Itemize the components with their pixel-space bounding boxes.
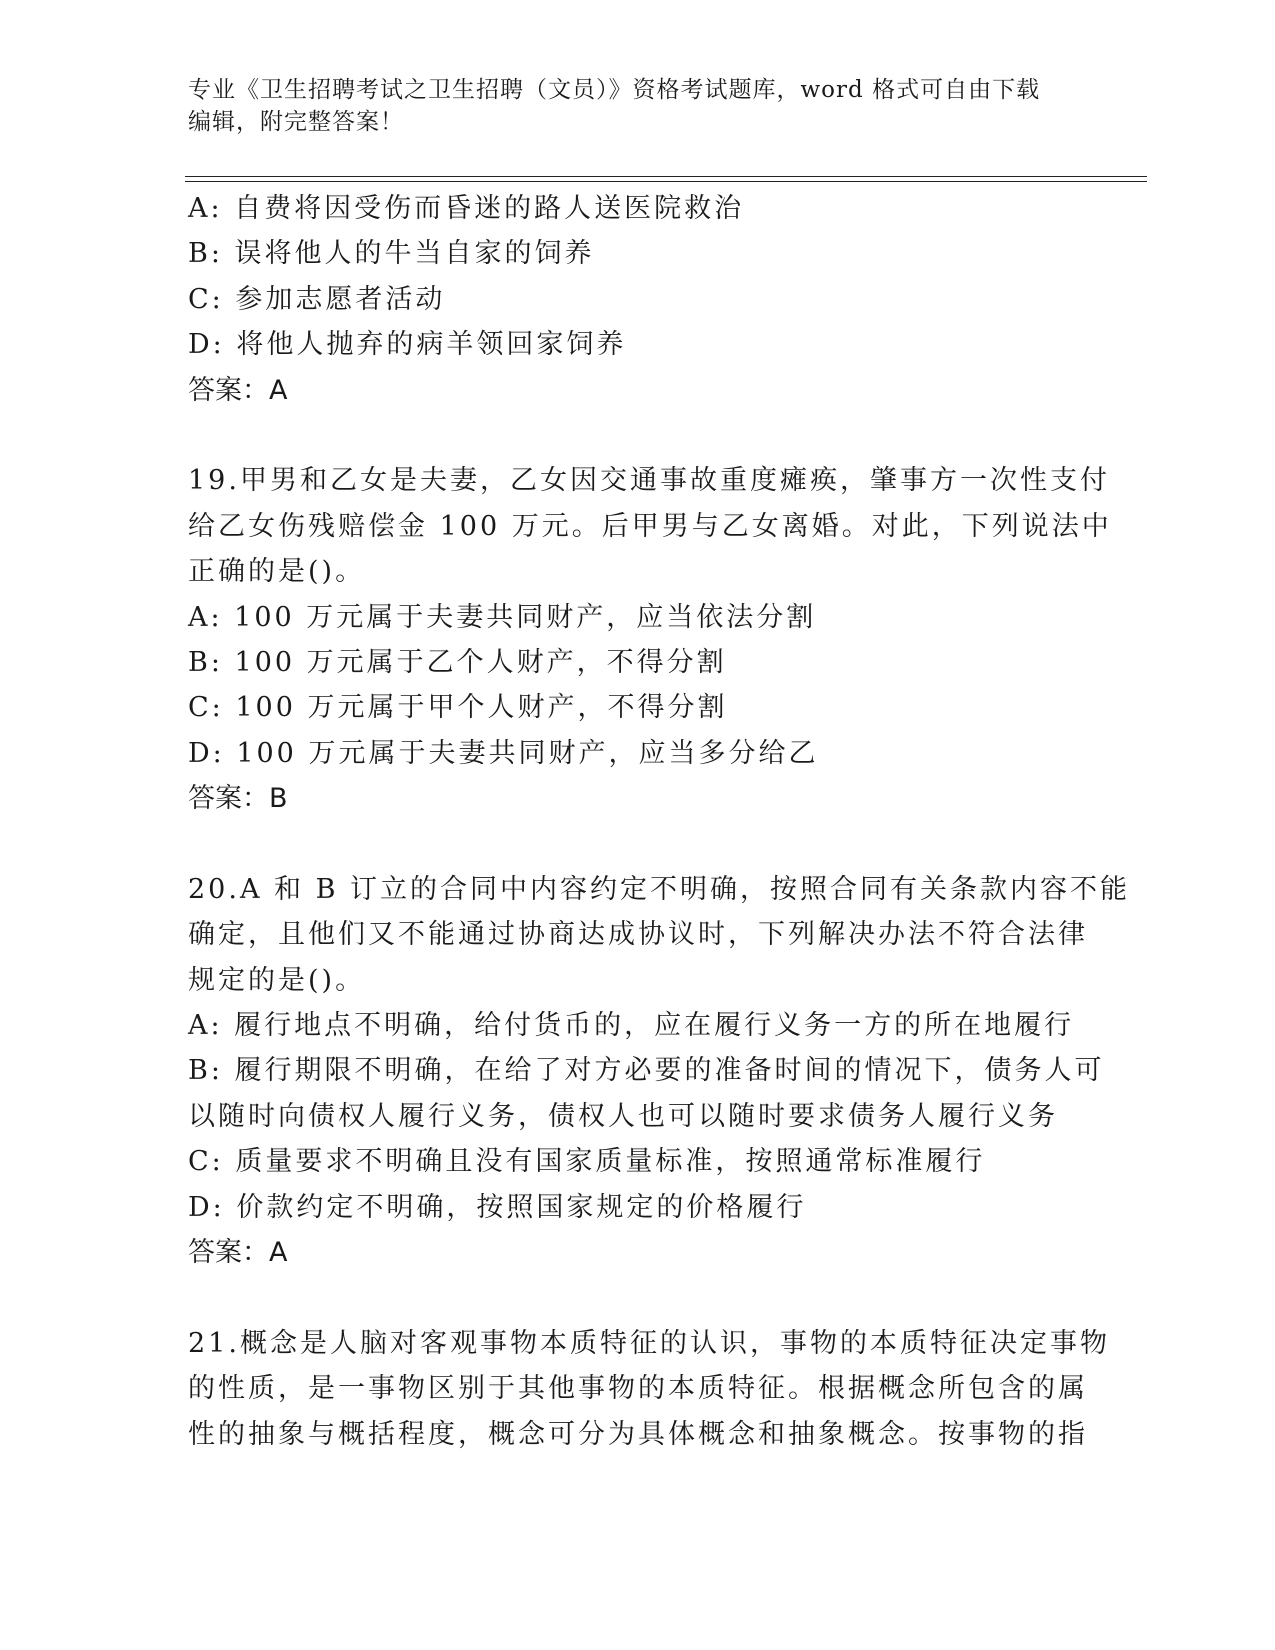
question-20-answer: 答案：A (188, 1236, 288, 1268)
question-19 (188, 458, 1112, 821)
question-20-option-d: D: 价款约定不明确，按照国家规定的价格履行 (188, 1191, 807, 1223)
question-18-option-b: B: 误将他人的牛当自家的饲养 (188, 238, 595, 270)
question-19-stem-line-3: 正确的是()。 (188, 556, 366, 588)
header-line-1: 专业《卫生招聘考试之卫生招聘（文员）》资格考试题库，word 格式可自由下载 (188, 77, 1041, 103)
question-20-option-b-line-1: B: 履行期限不明确，在给了对方必要的准备时间的情况下，债务人可 (188, 1055, 1105, 1087)
question-18-option-c: C: 参加志愿者活动 (188, 283, 446, 315)
question-20 (188, 867, 1131, 1276)
spacer (188, 413, 1078, 458)
question-20-option-a: A: 履行地点不明确，给付货币的，应在履行义务一方的所在地履行 (188, 1010, 1075, 1042)
question-18-answer: 答案：A (188, 374, 288, 406)
question-20-stem-line-2: 确定，且他们又不能通过协商达成协议时，下列解决办法不符合法律 (188, 919, 1088, 951)
question-18 (188, 186, 1078, 413)
question-19-option-a: A: 100 万元属于夫妻共同财产，应当依法分割 (188, 601, 817, 633)
spacer (188, 1275, 1078, 1320)
question-20-option-c: C: 质量要求不明确且没有国家质量标准，按照通常标准履行 (188, 1146, 986, 1178)
question-18-option-d: D: 将他人抛弃的病羊领回家饲养 (188, 329, 627, 361)
question-21-stem-line-2: 的性质，是一事物区别于其他事物的本质特征。根据概念所包含的属 (188, 1373, 1088, 1405)
question-list (188, 186, 1131, 1457)
question-19-stem-line-1: 19.甲男和乙女是夫妻，乙女因交通事故重度瘫痪，肇事方一次性支付 (188, 465, 1110, 497)
question-19-option-c: C: 100 万元属于甲个人财产，不得分割 (188, 692, 728, 724)
question-19-option-d: D: 100 万元属于夫妻共同财产，应当多分给乙 (188, 737, 819, 769)
question-20-stem-line-3: 规定的是()。 (188, 964, 366, 996)
question-21-stem-line-3: 性的抽象与概括程度，概念可分为具体概念和抽象概念。按事物的指 (188, 1418, 1088, 1450)
header-divider-bottom (185, 181, 1147, 182)
spacer (188, 821, 1078, 866)
question-21 (188, 1321, 1110, 1457)
question-19-answer: 答案：B (188, 783, 288, 815)
question-21-stem-line-1: 21.概念是人脑对客观事物本质特征的认识，事物的本质特征决定事物 (188, 1327, 1110, 1359)
header-line-2: 编辑，附完整答案！ (188, 109, 404, 135)
document-header (188, 74, 1068, 138)
question-18-option-a: A: 自费将因受伤而昏迷的路人送医院救治 (188, 193, 745, 224)
question-19-stem-line-2: 给乙女伤残赔偿金 100 万元。后甲男与乙女离婚。对此，下列说法中 (188, 510, 1112, 542)
question-20-option-b-line-2: 以随时向债权人履行义务，债权人也可以随时要求债务人履行义务 (188, 1100, 1058, 1132)
question-19-option-b: B: 100 万元属于乙个人财产，不得分割 (188, 646, 727, 678)
header-divider-top (185, 176, 1147, 177)
question-20-stem-line-1: 20.A 和 B 订立的合同中内容约定不明确，按照合同有关条款内容不能 (188, 873, 1131, 905)
